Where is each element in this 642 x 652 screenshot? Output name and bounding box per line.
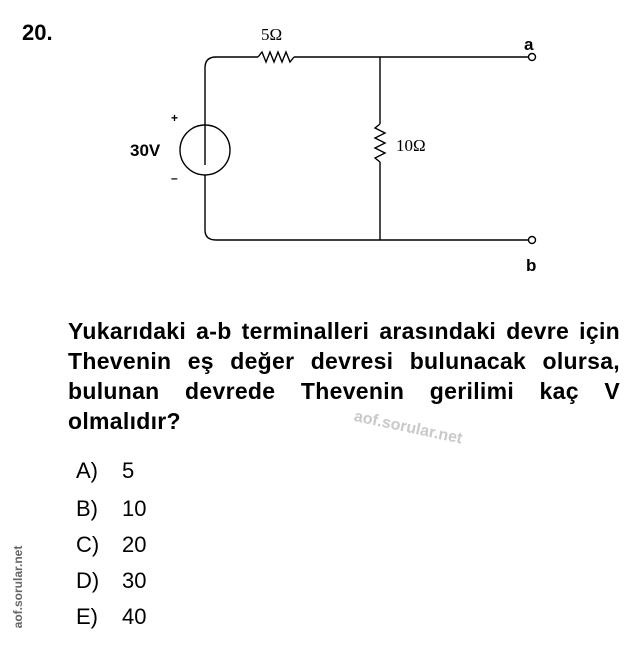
option-c[interactable]	[76, 532, 146, 558]
terminal-a-label: a	[524, 35, 534, 54]
watermark-center: aof.sorular.net	[352, 408, 464, 448]
option-letter: C)	[76, 532, 100, 557]
shunt-resistor-label: 10Ω	[396, 136, 426, 155]
option-value: 20	[122, 532, 147, 557]
terminal-a-node	[529, 54, 536, 61]
option-value: 10	[122, 496, 147, 521]
question-text: Yukarıdaki a-b terminalleri arasındaki devre için Thevenin eş değer devresi bulunacak olursa, bulunan devrede Thevenin gerilimi kaç V olmalıdır?	[68, 318, 620, 434]
terminal-b-label: b	[526, 256, 537, 275]
watermark-side: aof.sorular.net	[11, 545, 25, 629]
option-letter: B)	[76, 496, 98, 521]
option-value: 30	[122, 568, 147, 593]
option-value: 5	[122, 458, 135, 483]
series-resistor-symbol	[258, 52, 294, 62]
option-b[interactable]	[76, 496, 146, 522]
option-e[interactable]	[76, 604, 146, 630]
minus-sign: –	[171, 171, 178, 185]
question-number: 20.	[22, 20, 53, 45]
bottom-wire	[205, 230, 528, 240]
terminal-b-node	[529, 237, 536, 244]
series-resistor-label: 5Ω	[261, 25, 283, 44]
circuit-diagram	[0, 0, 642, 290]
option-letter: E)	[76, 604, 98, 629]
shunt-resistor-symbol	[375, 124, 385, 162]
option-a[interactable]	[76, 458, 134, 484]
top-left-wire	[205, 57, 258, 165]
option-d[interactable]	[76, 568, 146, 594]
source-voltage-label: 30V	[130, 141, 161, 160]
option-value: 40	[122, 604, 147, 629]
plus-sign: +	[171, 111, 179, 125]
option-letter: A)	[76, 458, 98, 483]
option-letter: D)	[76, 568, 100, 593]
